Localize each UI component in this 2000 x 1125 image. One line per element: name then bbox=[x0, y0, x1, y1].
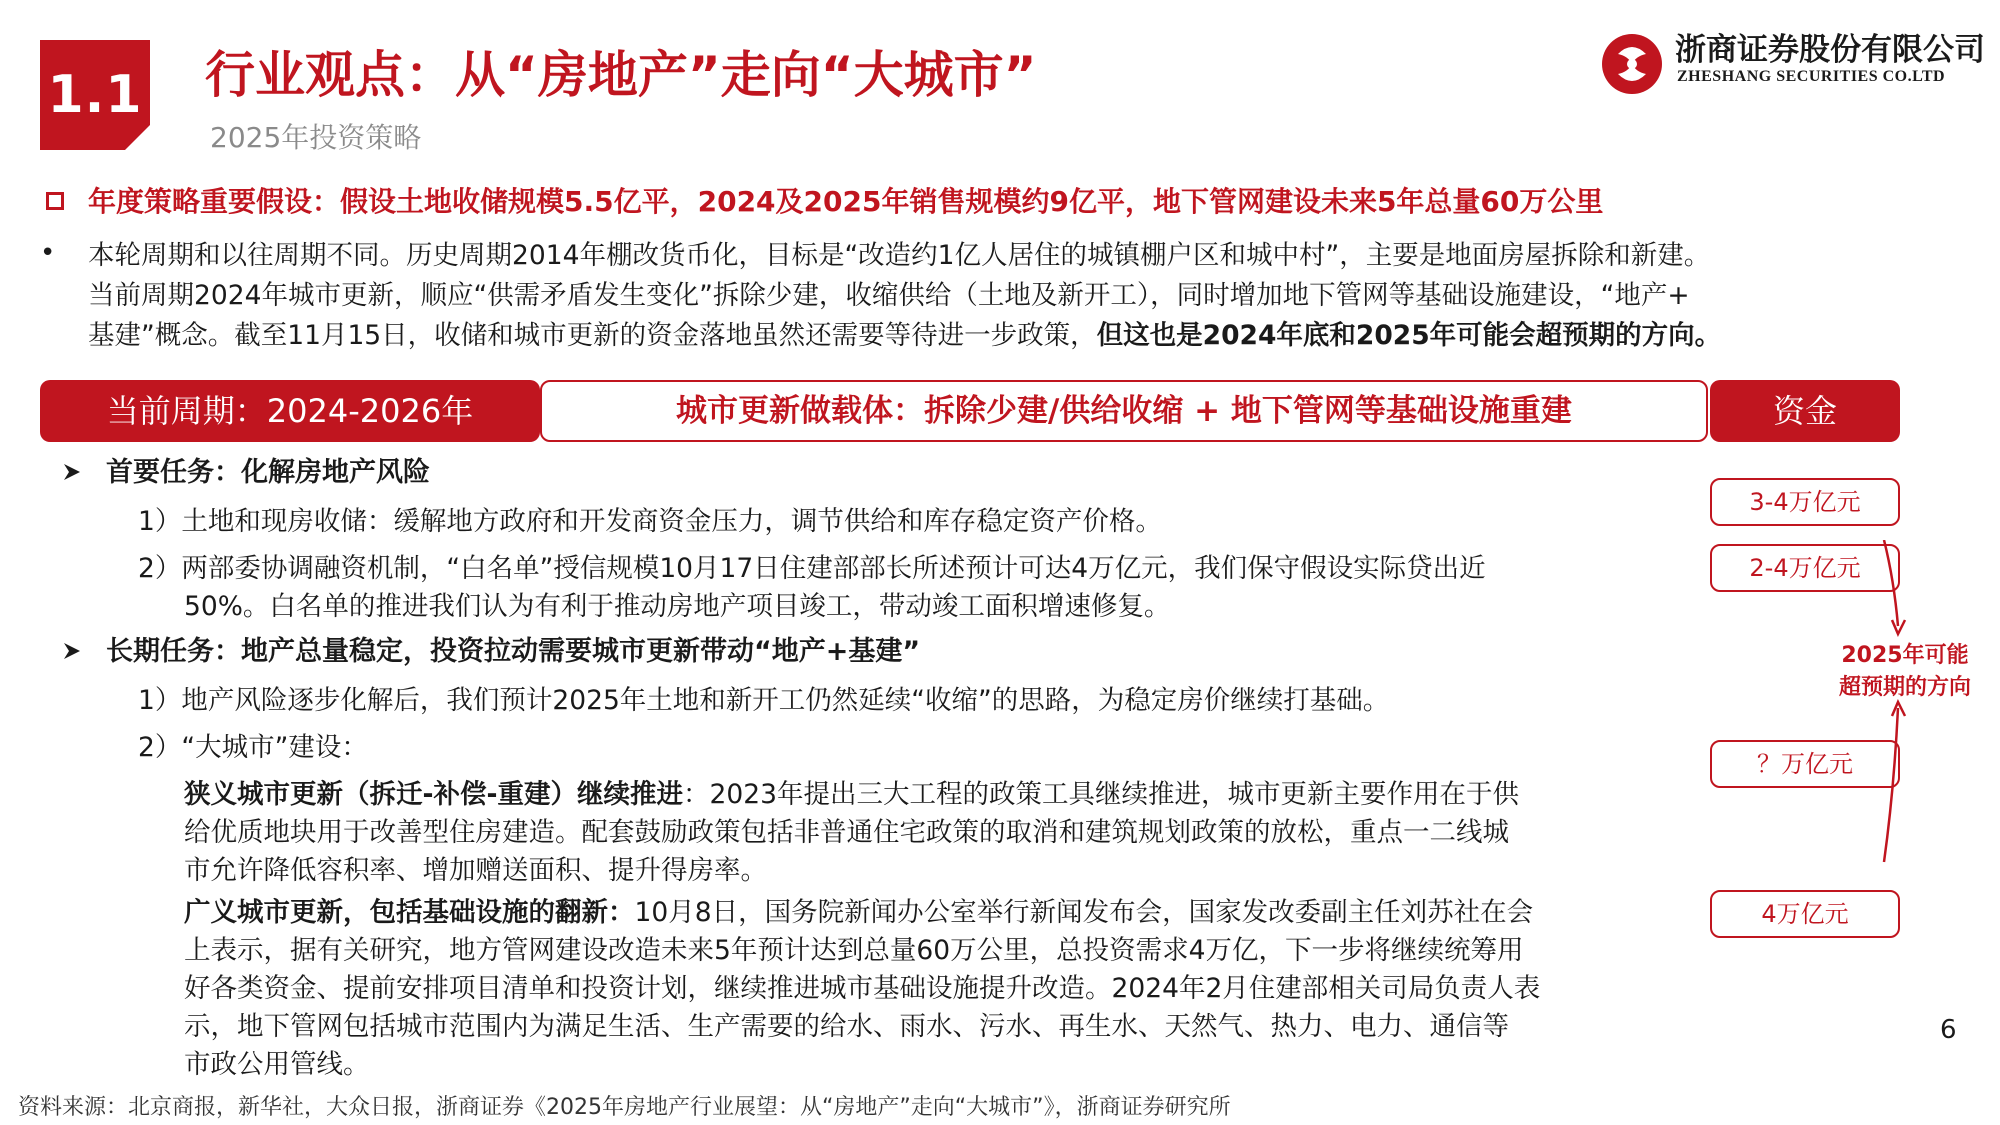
convergence-arrows-icon bbox=[1880, 540, 1920, 870]
broad-heading: 广义城市更新，包括基础设施的翻新： bbox=[184, 897, 635, 928]
company-name-cn: 浙商证券股份有限公司 bbox=[1675, 32, 1985, 68]
fund-box-land-housing: 3-4万亿元 bbox=[1710, 478, 1900, 526]
carrier-banner: 城市更新做载体：拆除少建/供给收缩 + 地下管网等基础设施重建 bbox=[540, 380, 1708, 442]
narrow-line-text: ：2023年提出三大工程的政策工具继续推进，城市更新主要作用在于供 bbox=[683, 779, 1519, 810]
task1-item2 bbox=[138, 550, 1486, 626]
task2-item1: 1）地产风险逐步化解后，我们预计2025年土地和新开工仍然延续“收缩”的思路，为稳定房价继续打基础。 bbox=[138, 685, 1390, 716]
intro-line-bold: 但这也是2024年底和2025年可能会超预期的方向。 bbox=[1096, 320, 1722, 351]
page-number: 6 bbox=[1940, 1015, 1957, 1045]
intro-line-normal: 基建”概念。截至11月15日，收储和城市更新的资金落地虽然还需要等待进一步政策， bbox=[88, 320, 1097, 351]
bullet-dot: • bbox=[40, 238, 56, 268]
intro-line: 当前周期2024年城市更新，顺应“供需矛盾发生变化”拆除少建，收缩供给（土地及新开工），同时增加地下管网等基础设施建设，“地产+ bbox=[88, 280, 1690, 311]
page-title: 行业观点：从“房地产”走向“大城市” bbox=[205, 46, 1037, 104]
checkbox-bullet-icon bbox=[46, 192, 64, 210]
broad-line bbox=[184, 894, 1540, 932]
period-banner: 当前周期：2024-2026年 bbox=[40, 380, 540, 442]
fund-box-narrow-renewal: ？万亿元 bbox=[1710, 740, 1900, 788]
broad-line: 市政公用管线。 bbox=[184, 1049, 370, 1080]
key-assumption: 年度策略重要假设：假设土地收储规模5.5亿平，2024及2025年销售规模约9亿平，地下管网建设未来5年总量60万公里 bbox=[88, 185, 1604, 218]
broad-line: 示，地下管网包括城市范围内为满足生活、生产需要的给水、雨水、污水、再生水、天然气、热力、电力、通信等 bbox=[184, 1011, 1509, 1042]
page-subtitle: 2025年投资策略 bbox=[210, 121, 422, 154]
source-note: 资料来源：北京商报，新华社，大众日报，浙商证券《2025年房地产行业展望：从“房地产”走向“大城市”》，浙商证券研究所 bbox=[18, 1095, 1231, 1120]
narrow-line: 给优质地块用于改善型住房建造。配套鼓励政策包括非普通住宅政策的取消和建筑规划政策的放松，重点一二线城 bbox=[184, 817, 1509, 848]
section-number: 1.1 bbox=[47, 65, 143, 125]
narrow-urban-renewal bbox=[184, 776, 1519, 890]
badge-corner-cut bbox=[125, 125, 150, 150]
arrow-bullet-icon bbox=[62, 641, 82, 661]
task2-heading: 长期任务：地产总量稳定，投资拉动需要城市更新带动“地产+基建” bbox=[106, 636, 921, 667]
intro-line: 本轮周期和以往周期不同。历史周期2014年棚改货币化，目标是“改造约1亿人居住的城镇棚户区和城中村”，主要是地面房屋拆除和新建。 bbox=[88, 240, 1711, 271]
fund-box-pipeline: 4万亿元 bbox=[1710, 890, 1900, 938]
narrow-heading: 狭义城市更新（拆迁-补偿-重建）继续推进 bbox=[184, 779, 683, 810]
broad-urban-renewal bbox=[184, 894, 1540, 1084]
narrow-line: 市允许降低容积率、增加赠送面积、提升得房率。 bbox=[184, 855, 767, 886]
broad-line: 上表示，据有关研究，地方管网建设改造未来5年预计达到总量60万公里，总投资需求4万亿，下一步将继续统筹用 bbox=[184, 935, 1524, 966]
task1-item2-line: 2）两部委协调融资机制，“白名单”授信规模10月17日住建部部长所述预计可达4万亿元，我们保守假设实际贷出近 bbox=[138, 553, 1486, 584]
fund-note bbox=[1820, 640, 1990, 704]
task1-heading: 首要任务：化解房地产风险 bbox=[106, 457, 430, 488]
broad-line-text: 10月8日，国务院新闻办公室举行新闻发布会，国家发改委副主任刘苏社在会 bbox=[634, 897, 1534, 928]
task1-item1: 1）土地和现房收储：缓解地方政府和开发商资金压力，调节供给和库存稳定资产价格。 bbox=[138, 506, 1162, 537]
task1-item2-line: 50%。白名单的推进我们认为有利于推动房地产项目竣工，带动竣工面积增速修复。 bbox=[184, 591, 1171, 622]
arrow-bullet-icon bbox=[62, 462, 82, 482]
intro-line bbox=[88, 316, 1908, 356]
broad-line: 好各类资金、提前安排项目清单和投资计划，继续推进城市基础设施提升改造。2024年2月住建部相关司局负责人表 bbox=[184, 973, 1541, 1004]
zheshang-logo-icon bbox=[1600, 32, 1664, 96]
narrow-line bbox=[184, 776, 1519, 814]
fund-note-line: 超预期的方向 bbox=[1838, 675, 1971, 700]
company-name-en: ZHESHANG SECURITIES CO.LTD bbox=[1677, 68, 1946, 85]
intro-paragraph bbox=[88, 236, 1908, 356]
fund-note-line: 2025年可能 bbox=[1841, 643, 1969, 668]
funds-banner: 资金 bbox=[1710, 380, 1900, 442]
task2-item2: 2）“大城市”建设： bbox=[138, 732, 368, 763]
fund-box-whitelist: 2-4万亿元 bbox=[1710, 544, 1900, 592]
